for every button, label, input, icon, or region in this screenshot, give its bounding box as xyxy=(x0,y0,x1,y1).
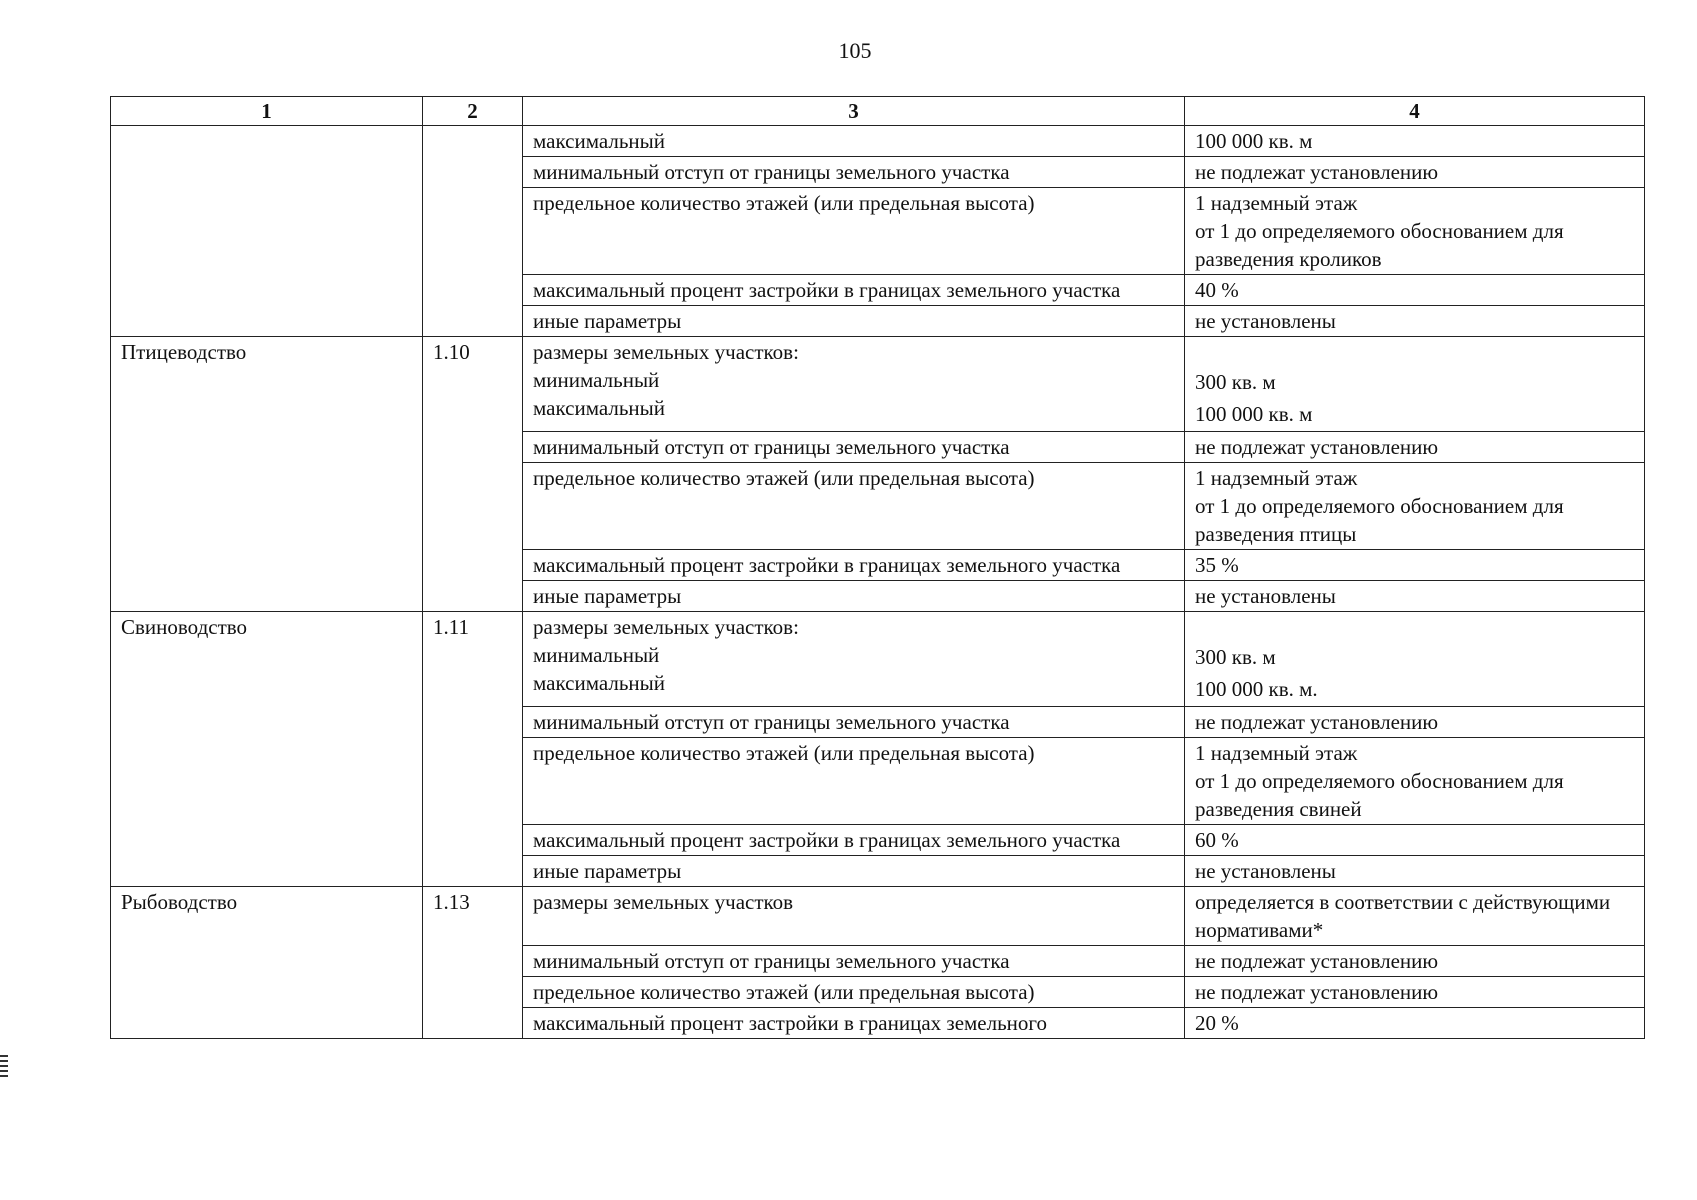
param-label: предельное количество этажей (или предельная высота) xyxy=(523,738,1185,825)
param-value-line: 100 000 кв. м xyxy=(1195,402,1313,426)
param-value-line: 100 000 кв. м. xyxy=(1195,677,1318,701)
param-label: максимальный процент застройки в границах земельного участка xyxy=(523,825,1185,856)
table-header-row xyxy=(111,97,1645,126)
param-value xyxy=(1185,188,1645,275)
param-label: минимальный отступ от границы земельного участка xyxy=(523,432,1185,463)
param-value-line: 300 кв. м xyxy=(1195,645,1276,669)
activity-code-cell: 1.11 xyxy=(423,612,523,887)
param-value: 20 % xyxy=(1185,1008,1645,1039)
param-value: 35 % xyxy=(1185,550,1645,581)
param-label: размеры земельных участков xyxy=(523,887,1185,946)
param-value-line: 1 надземный этаж xyxy=(1195,466,1358,490)
param-value-line: от 1 до определяемого обоснованием для разведения кроликов xyxy=(1195,219,1564,271)
column-header: 2 xyxy=(423,97,523,126)
param-label: предельное количество этажей (или предельная высота) xyxy=(523,977,1185,1008)
param-value-line: 1 надземный этаж xyxy=(1195,741,1358,765)
activity-name-cell: Птицеводство xyxy=(111,337,423,612)
param-label xyxy=(523,612,1185,707)
param-value: не подлежат установлению xyxy=(1185,707,1645,738)
activity-code-cell: 1.13 xyxy=(423,887,523,1039)
table-row xyxy=(111,337,1645,432)
param-value: 40 % xyxy=(1185,275,1645,306)
param-value: 60 % xyxy=(1185,825,1645,856)
param-value xyxy=(1185,463,1645,550)
param-label-line: размеры земельных участков: xyxy=(533,615,799,639)
param-label-line: максимальный xyxy=(533,396,665,420)
param-value: не установлены xyxy=(1185,856,1645,887)
param-label-line: максимальный xyxy=(533,671,665,695)
param-value xyxy=(1185,738,1645,825)
param-value: не подлежат установлению xyxy=(1185,432,1645,463)
param-label: максимальный процент застройки в границах земельного участка xyxy=(523,550,1185,581)
param-label: предельное количество этажей (или предельная высота) xyxy=(523,463,1185,550)
param-value-line: 1 надземный этаж xyxy=(1195,191,1358,215)
activity-code-cell xyxy=(423,126,523,337)
param-value: не подлежат установлению xyxy=(1185,157,1645,188)
param-label-line: минимальный xyxy=(533,368,660,392)
param-value: не подлежат установлению xyxy=(1185,977,1645,1008)
param-label: минимальный отступ от границы земельного участка xyxy=(523,157,1185,188)
param-label xyxy=(523,337,1185,432)
param-label: предельное количество этажей (или предельная высота) xyxy=(523,188,1185,275)
param-value: определяется в соответствии с действующими нормативами* xyxy=(1185,887,1645,946)
param-value xyxy=(1185,612,1645,707)
param-label: максимальный процент застройки в границах земельного xyxy=(523,1008,1185,1039)
param-value: не установлены xyxy=(1185,581,1645,612)
param-label: минимальный отступ от границы земельного участка xyxy=(523,946,1185,977)
param-label: минимальный отступ от границы земельного участка xyxy=(523,707,1185,738)
param-label: максимальный xyxy=(523,126,1185,157)
land-use-parameters-table xyxy=(110,96,1645,1039)
scan-artifact-marks xyxy=(0,1055,8,1080)
column-header: 1 xyxy=(111,97,423,126)
param-label: максимальный процент застройки в границах земельного участка xyxy=(523,275,1185,306)
param-value-line: 300 кв. м xyxy=(1195,370,1276,394)
column-header: 3 xyxy=(523,97,1185,126)
column-header: 4 xyxy=(1185,97,1645,126)
page-number: 105 xyxy=(838,38,872,63)
param-value-line: от 1 до определяемого обоснованием для разведения птицы xyxy=(1195,494,1564,546)
param-value-line: от 1 до определяемого обоснованием для разведения свиней xyxy=(1195,769,1564,821)
activity-name-cell: Свиноводство xyxy=(111,612,423,887)
param-label: иные параметры xyxy=(523,306,1185,337)
param-value xyxy=(1185,337,1645,432)
activity-name-cell: Рыбоводство xyxy=(111,887,423,1039)
param-label-line: минимальный xyxy=(533,643,660,667)
table-row xyxy=(111,887,1645,946)
table-row xyxy=(111,612,1645,707)
param-value: не подлежат установлению xyxy=(1185,946,1645,977)
param-label: иные параметры xyxy=(523,856,1185,887)
activity-name-cell xyxy=(111,126,423,337)
table-row xyxy=(111,126,1645,157)
param-value: не установлены xyxy=(1185,306,1645,337)
param-value: 100 000 кв. м xyxy=(1185,126,1645,157)
activity-code-cell: 1.10 xyxy=(423,337,523,612)
param-label-line: размеры земельных участков: xyxy=(533,340,799,364)
param-label: иные параметры xyxy=(523,581,1185,612)
